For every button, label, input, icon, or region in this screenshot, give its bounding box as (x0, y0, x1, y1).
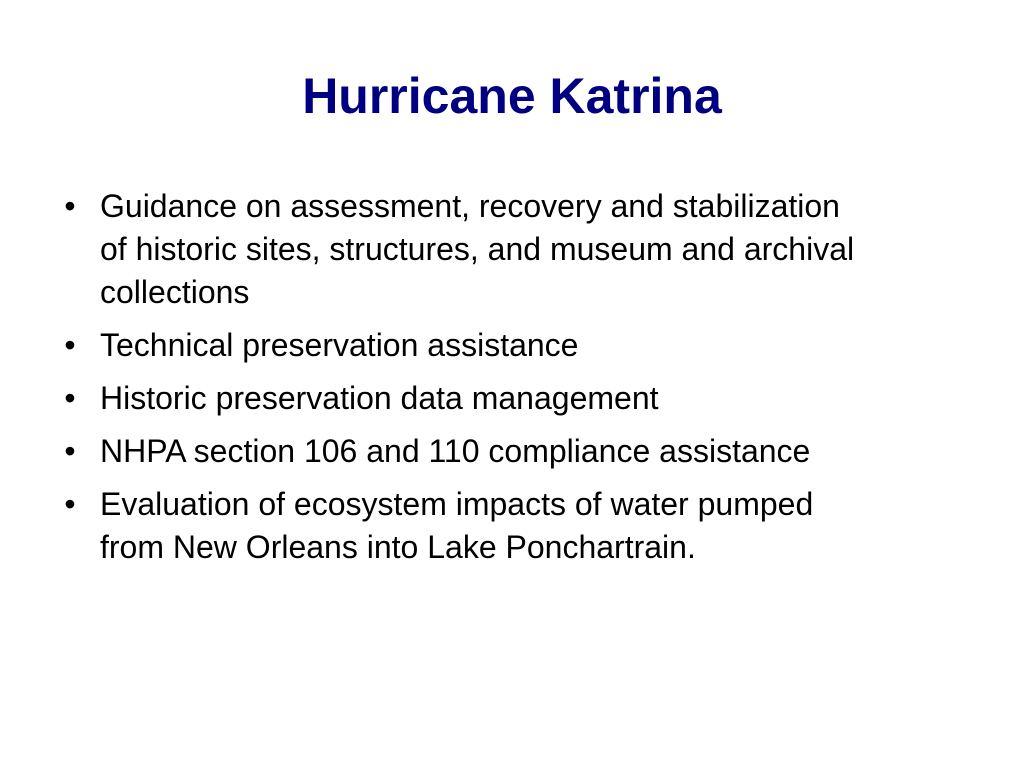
bullet-text: Technical preservation assistance (100, 327, 579, 363)
bullet-text: Historic preservation data management (100, 380, 659, 416)
bullet-item (56, 430, 856, 473)
bullet-list (56, 185, 856, 579)
bullet-icon: • (64, 433, 76, 469)
bullet-item (56, 324, 856, 367)
bullet-item (56, 185, 856, 314)
bullet-icon: • (64, 486, 76, 522)
bullet-item (56, 483, 856, 569)
slide-title: Hurricane Katrina (302, 68, 722, 124)
bullet-icon: • (64, 327, 76, 363)
bullet-text: Guidance on assessment, recovery and stabilization of historic sites, structures, and museum and archival collections (100, 188, 855, 310)
bullet-icon: • (64, 188, 76, 224)
bullet-text: Evaluation of ecosystem impacts of water pumped from New Orleans into Lake Ponchartrain. (100, 486, 814, 565)
bullet-icon: • (64, 380, 76, 416)
bullet-text: NHPA section 106 and 110 compliance assistance (100, 433, 811, 469)
bullet-item (56, 377, 856, 420)
